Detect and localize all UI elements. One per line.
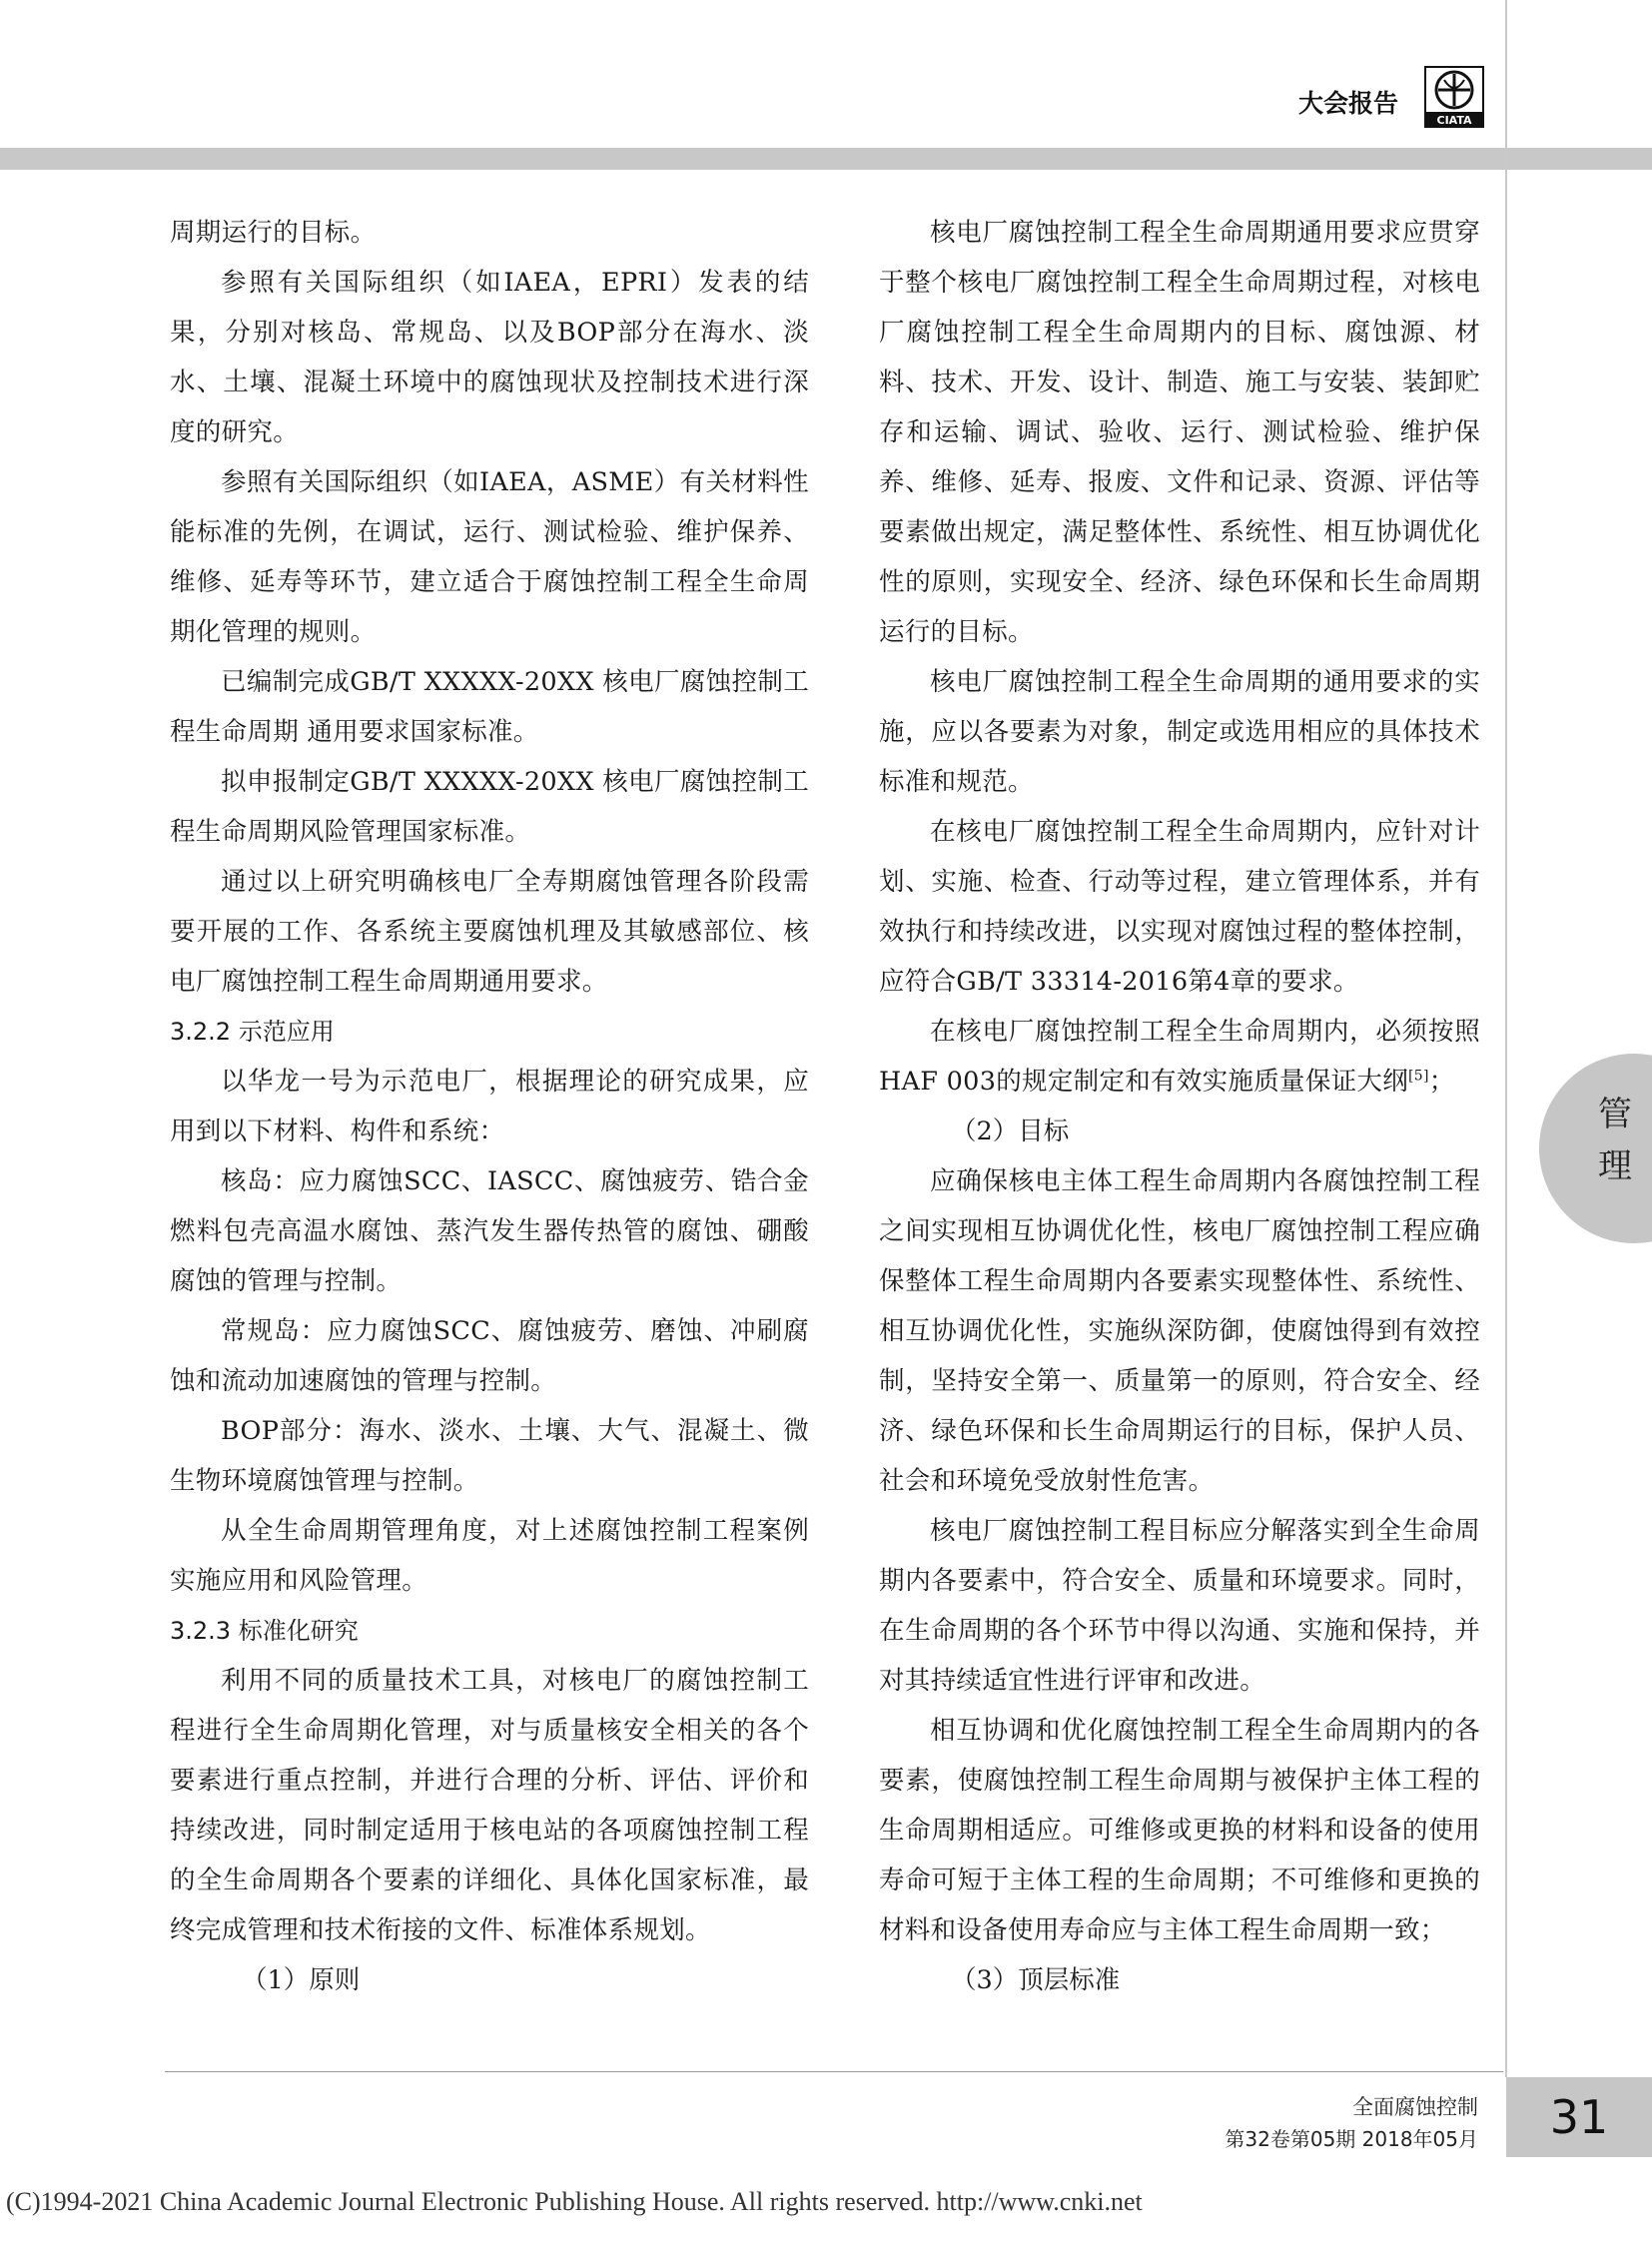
paragraph: [879, 1007, 1480, 1107]
paragraph-text: 在核电厂腐蚀控制工程全生命周期内，必须按照HAF 003的规定制定和有效实施质量保证大纲: [879, 1017, 1480, 1097]
paragraph: 周期运行的目标。: [170, 218, 377, 248]
page-number: 31: [1506, 2077, 1652, 2157]
paragraph: 应确保核电主体工程生命周期内各腐蚀控制工程之间实现相互协调优化性，核电厂腐蚀控制工程应确保整体工程生命周期内各要素实现整体性、系统性、相互协调优化性，实施纵深防御，使腐蚀得到有效控制，坚持安全第一、质量第一的原则，符合安全、经济、绿色环保和长生命周期运行的目标，保护人员、社会和环境免受放射性危害。: [879, 1166, 1480, 1496]
side-tab-label: 管理: [1598, 1095, 1632, 1186]
paragraph: 相互协调和优化腐蚀控制工程全生命周期内的各要素，使腐蚀控制工程生命周期与被保护主体工程的生命周期相适应。可维修或更换的材料和设备的使用寿命可短于主体工程的生命周期；不可维修和更换的材料和设备使用寿命应与主体工程生命周期一致；: [879, 1716, 1480, 1945]
header-band: [0, 148, 1652, 170]
paragraph: 核电厂腐蚀控制工程全生命周期的通用要求的实施，应以各要素为对象，制定或选用相应的具体技术标准和规范。: [879, 667, 1480, 797]
section-heading: 3.2.3 标准化研究: [170, 1617, 359, 1645]
right-margin-rule: [1505, 0, 1507, 2077]
paragraph-end: ；: [1428, 1067, 1455, 1097]
journal-name: 全面腐蚀控制: [1352, 2095, 1478, 2119]
paragraph: 在核电厂腐蚀控制工程全生命周期内，应针对计划、实施、检查、行动等过程，建立管理体系，并有效执行和持续改进，以实现对腐蚀过程的整体控制，应符合GB/T 33314-2016第4章的要求。: [879, 817, 1480, 997]
paragraph: 常规岛：应力腐蚀SCC、腐蚀疲劳、磨蚀、冲刷腐蚀和流动加速腐蚀的管理与控制。: [170, 1316, 809, 1396]
paragraph: 利用不同的质量技术工具，对核电厂的腐蚀控制工程进行全生命周期化管理，对与质量核安全相关的各个要素进行重点控制，并进行合理的分析、评估、评价和持续改进，同时制定适用于核电站的各项腐蚀控制工程的全生命周期各个要素的详细化、具体化国家标准，最终完成管理和技术衔接的文件、标准体系规划。: [170, 1666, 809, 1945]
citation-ref: [5]: [1408, 1068, 1429, 1085]
subsection-label: （3）顶层标准: [951, 1965, 1121, 1995]
section-heading: 3.2.2 示范应用: [170, 1018, 335, 1046]
paragraph: 参照有关国际组织（如IAEA，ASME）有关材料性能标准的先例，在调试，运行、测试检验、维护保养、维修、延寿等环节，建立适合于腐蚀控制工程全生命周期化管理的规则。: [170, 467, 809, 647]
right-column: [879, 208, 1480, 2005]
paragraph: BOP部分：海水、淡水、土壤、大气、混凝土、微生物环境腐蚀管理与控制。: [170, 1416, 809, 1496]
paragraph: 核电厂腐蚀控制工程目标应分解落实到全生命周期内各要素中，符合安全、质量和环境要求。同时，在生命周期的各个环节中得以沟通、实施和保持，并对其持续适宜性进行评审和改进。: [879, 1516, 1480, 1696]
subsection-label: （2）目标: [951, 1117, 1070, 1146]
paragraph: 已编制完成GB/T XXXXX-20XX 核电厂腐蚀控制工程生命周期 通用要求国家标准。: [170, 667, 809, 747]
subsection-label: （1）原则: [242, 1965, 361, 1995]
section-label: 大会报告: [1298, 89, 1399, 118]
logo-text: CIATA: [1436, 114, 1472, 127]
paragraph: 以华龙一号为示范电厂，根据理论的研究成果，应用到以下材料、构件和系统：: [170, 1067, 809, 1146]
paragraph: 核电厂腐蚀控制工程全生命周期通用要求应贯穿于整个核电厂腐蚀控制工程全生命周期过程，对核电厂腐蚀控制工程全生命周期内的目标、腐蚀源、材料、技术、开发、设计、制造、施工与安装、装卸贮存和运输、调试、验收、运行、测试检验、维护保养、维修、延寿、报废、文件和记录、资源、评估等要素做出规定，满足整体性、系统性、相互协调优化性的原则，实现安全、经济、绿色环保和长生命周期运行的目标。: [879, 218, 1480, 647]
copyright-line: (C)1994-2021 China Academic Journal Electronic Publishing House. All rights reserved. http://www.cnki.net: [6, 2187, 1143, 2216]
paragraph: 参照有关国际组织（如IAEA，EPRI）发表的结果，分别对核岛、常规岛、以及BOP部分在海水、淡水、土壤、混凝土环境中的腐蚀现状及控制技术进行深度的研究。: [170, 268, 809, 447]
paragraph: 核岛：应力腐蚀SCC、IASCC、腐蚀疲劳、锆合金燃料包壳高温水腐蚀、蒸汽发生器传热管的腐蚀、硼酸腐蚀的管理与控制。: [170, 1166, 809, 1296]
footer-rule: [165, 2071, 1503, 2072]
ciata-logo-icon: [1424, 66, 1484, 128]
paragraph: 从全生命周期管理角度，对上述腐蚀控制工程案例实施应用和风险管理。: [170, 1516, 809, 1596]
issue-info: 第32卷第05期 2018年05月: [1225, 2127, 1478, 2151]
left-column: [170, 208, 809, 2005]
paragraph: 通过以上研究明确核电厂全寿期腐蚀管理各阶段需要开展的工作、各系统主要腐蚀机理及其敏感部位、核电厂腐蚀控制工程生命周期通用要求。: [170, 867, 809, 997]
paragraph: 拟申报制定GB/T XXXXX-20XX 核电厂腐蚀控制工程生命周期风险管理国家标准。: [170, 767, 809, 847]
